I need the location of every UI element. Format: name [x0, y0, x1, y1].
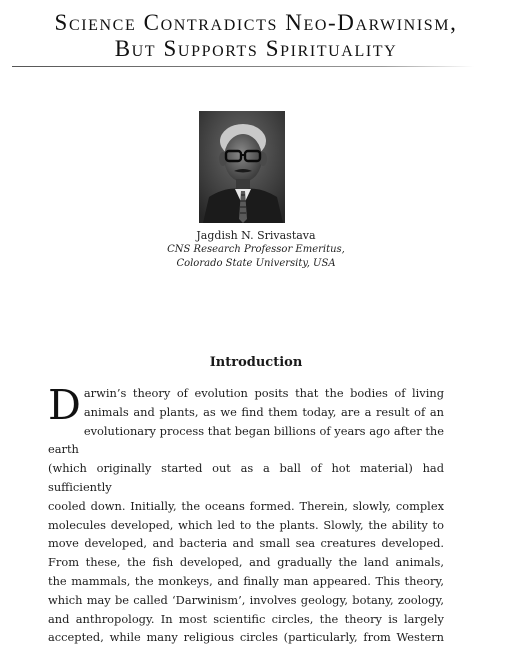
body-line: and anthropology. In most scientific circles, the theory is largely — [48, 611, 444, 626]
title-line-1: Science Contradicts Neo-Darwinism, — [54, 10, 458, 35]
drop-cap: D — [48, 381, 81, 429]
title-rule — [12, 66, 474, 67]
author-portrait-image — [199, 111, 285, 223]
section-heading: Introduction — [209, 355, 303, 370]
author-photo — [199, 111, 285, 223]
body-text — [48, 381, 444, 647]
body-line: (which originally started out as a ball of hot material) had sufficiently — [48, 461, 444, 494]
body-line: which may be called ‘Darwinism’, involves geology, botany, zoology, — [48, 592, 444, 607]
author-affiliation-title: CNS Research Professor Emeritus, — [167, 244, 345, 255]
author-name: Jagdish N. Srivastava — [196, 229, 316, 242]
body-line: animals and plants, as we find them today, are a result of an — [83, 404, 444, 419]
body-line: move developed, and bacteria and small sea creatures developed. — [48, 536, 444, 551]
title-line-2: But Supports Spirituality — [114, 36, 398, 61]
body-line: accepted, while many religious circles (particularly, from Western — [48, 630, 444, 645]
body-line: cooled down. Initially, the oceans formed. Therein, slowly, complex — [48, 498, 444, 513]
body-line: the mammals, the monkeys, and finally man appeared. This theory, — [48, 573, 444, 588]
body-line: molecules developed, which led to the plants. Slowly, the ability to — [48, 517, 444, 532]
body-line: evolutionary process that began billions of years ago after the earth — [48, 423, 444, 457]
body-line: arwin’s theory of evolution posits that the bodies of living — [83, 386, 444, 400]
author-affiliation-institution: Colorado State University, USA — [176, 258, 336, 269]
body-line: From these, the fish developed, and gradually the land animals, — [48, 555, 444, 570]
